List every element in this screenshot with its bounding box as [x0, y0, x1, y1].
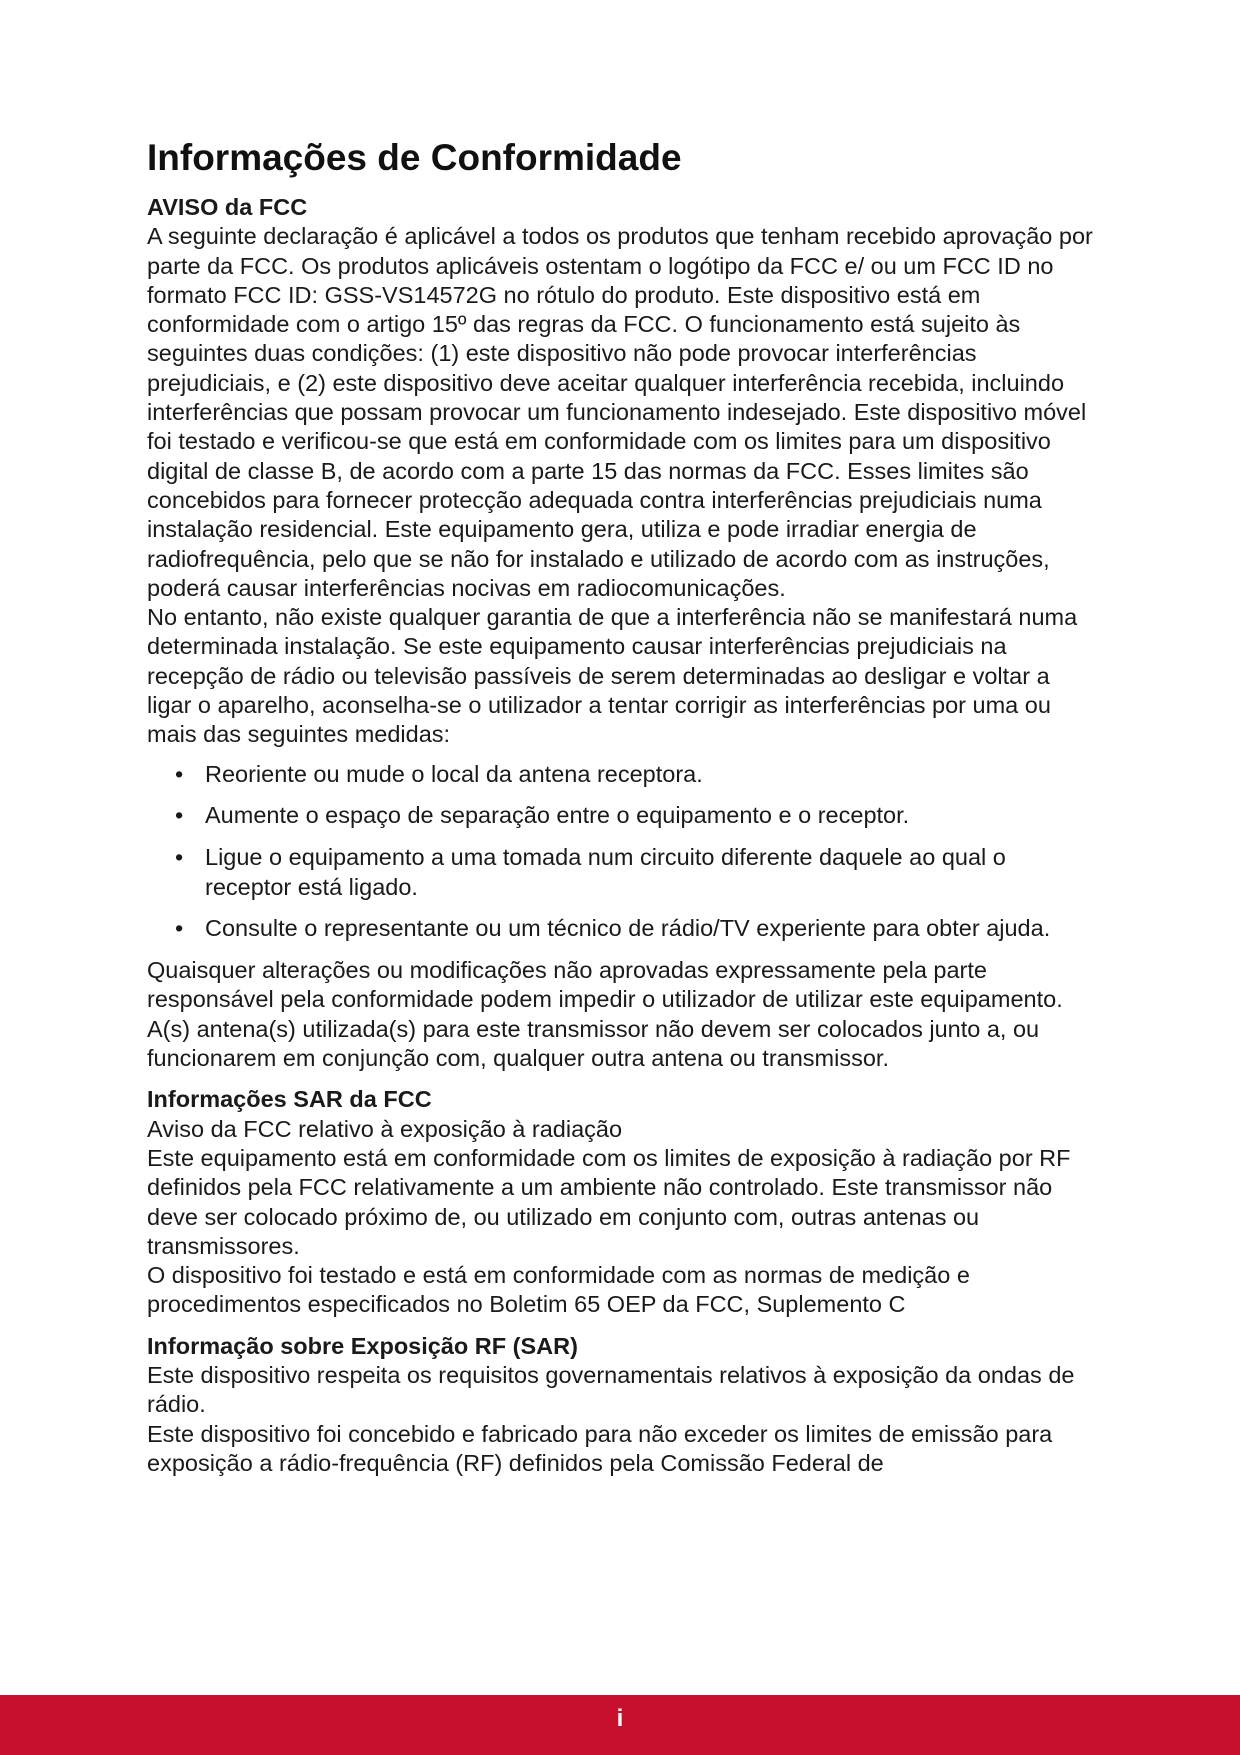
rf-exposure-paragraph-2: Este dispositivo foi concebido e fabricado para não exceder os limites de emissão para exposição a rádio-frequência (RF) definidos pela Comissão Federal de — [147, 1420, 1053, 1476]
list-item-text: Reoriente ou mude o local da antena receptora. — [205, 760, 703, 787]
sar-info-paragraph-2: O dispositivo foi testado e está em conformidade com as normas de medição e procedimentos especificados no Boletim 65 OEP da FCC, Suplemento C — [147, 1262, 970, 1318]
bullet-icon: • — [175, 760, 184, 787]
list-item-text: Consulte o representante ou um técnico de rádio/TV experiente para obter ajuda. — [205, 915, 1051, 942]
list-item — [147, 843, 1097, 902]
document-page — [147, 128, 1097, 1478]
list-item — [147, 801, 1097, 830]
fcc-notice-section — [147, 193, 1097, 1073]
fcc-notice-paragraph-3: Quaisquer alterações ou modificações não aprovadas expressamente pela parte responsável pela conformidade podem impedir o utilizador de utilizar este equipamento. A(s) antena(s) utilizada(s) para este transmissor não devem ser colocados junto a, ou funcionarem em conjunção com, qualquer outra antena ou transmissor. — [147, 957, 1063, 1072]
fcc-notice-paragraph-2: No entanto, não existe qualquer garantia de que a interferência não se manifestará numa determinada instalação. Se este equipamento causar interferências prejudiciais na recepção de rádio ou televisão passíveis de serem determinadas ao desligar e voltar a ligar o aparelho, aconselha-se o utilizador a tentar corrigir as interferências por uma ou mais das seguintes medidas: — [147, 604, 1078, 748]
rf-exposure-heading: Informação sobre Exposição RF (SAR) — [147, 1332, 578, 1359]
bullet-icon: • — [175, 844, 184, 871]
page-title: Informações de Conformidade — [147, 137, 682, 178]
footer-bar — [0, 1695, 1240, 1755]
sar-info-section — [147, 1085, 1097, 1319]
sar-info-line-1: Aviso da FCC relativo à exposição à radiação — [147, 1115, 623, 1142]
sar-info-paragraph-1: Este equipamento está em conformidade com os limites de exposição à radiação por RF definidos pela FCC relativamente a um ambiente não controlado. Este transmissor não deve ser colocado próximo de, ou utilizado em conjunto com, outras antenas ou transmissores. — [147, 1144, 1071, 1259]
page-number: i — [616, 1705, 624, 1732]
rf-exposure-section — [147, 1332, 1097, 1478]
bullet-icon: • — [175, 802, 184, 829]
fcc-notice-heading: AVISO da FCC — [147, 194, 308, 220]
list-item-text: Aumente o espaço de separação entre o equipamento e o receptor. — [205, 802, 910, 829]
bullet-icon: • — [175, 915, 184, 942]
fcc-measures-list — [147, 760, 1097, 944]
list-item — [147, 914, 1097, 943]
fcc-notice-paragraph-1: A seguinte declaração é aplicável a todos os produtos que tenham recebido aprovação por parte da FCC. Os produtos aplicáveis ostentam o logótipo da FCC e/ ou um FCC ID no formato FCC ID: GSS-VS14572G no rótulo do produto. Este dispositivo está em conformidade com o artigo 15º das regras da FCC. O funcionamento está sujeito às seguintes duas condições: (1) este dispositivo não pode provocar interferências prejudiciais, e (2) este dispositivo deve aceitar qualquer interferência recebida, incluindo interferências que possam provocar um funcionamento indesejado. Este dispositivo móvel foi testado e verificou-se que está em conformidade com os limites para um dispositivo digital de classe B, de acordo com a parte 15 das normas da FCC. Esses limites são concebidos para fornecer protecção adequada contra interferências prejudiciais numa instalação residencial. Este equipamento gera, utiliza e pode irradiar energia de radiofrequência, pelo que se não for instalado e utilizado de acordo com as instruções, poderá causar interferências nocivas em radiocomunicações. — [147, 223, 1093, 601]
list-item — [147, 760, 1097, 789]
rf-exposure-paragraph-1: Este dispositivo respeita os requisitos governamentais relativos à exposição da ondas de rádio. — [147, 1361, 1075, 1418]
sar-info-heading: Informações SAR da FCC — [147, 1086, 432, 1113]
list-item-text: Ligue o equipamento a uma tomada num circuito diferente daquele ao qual o receptor está ligado. — [205, 844, 1006, 900]
